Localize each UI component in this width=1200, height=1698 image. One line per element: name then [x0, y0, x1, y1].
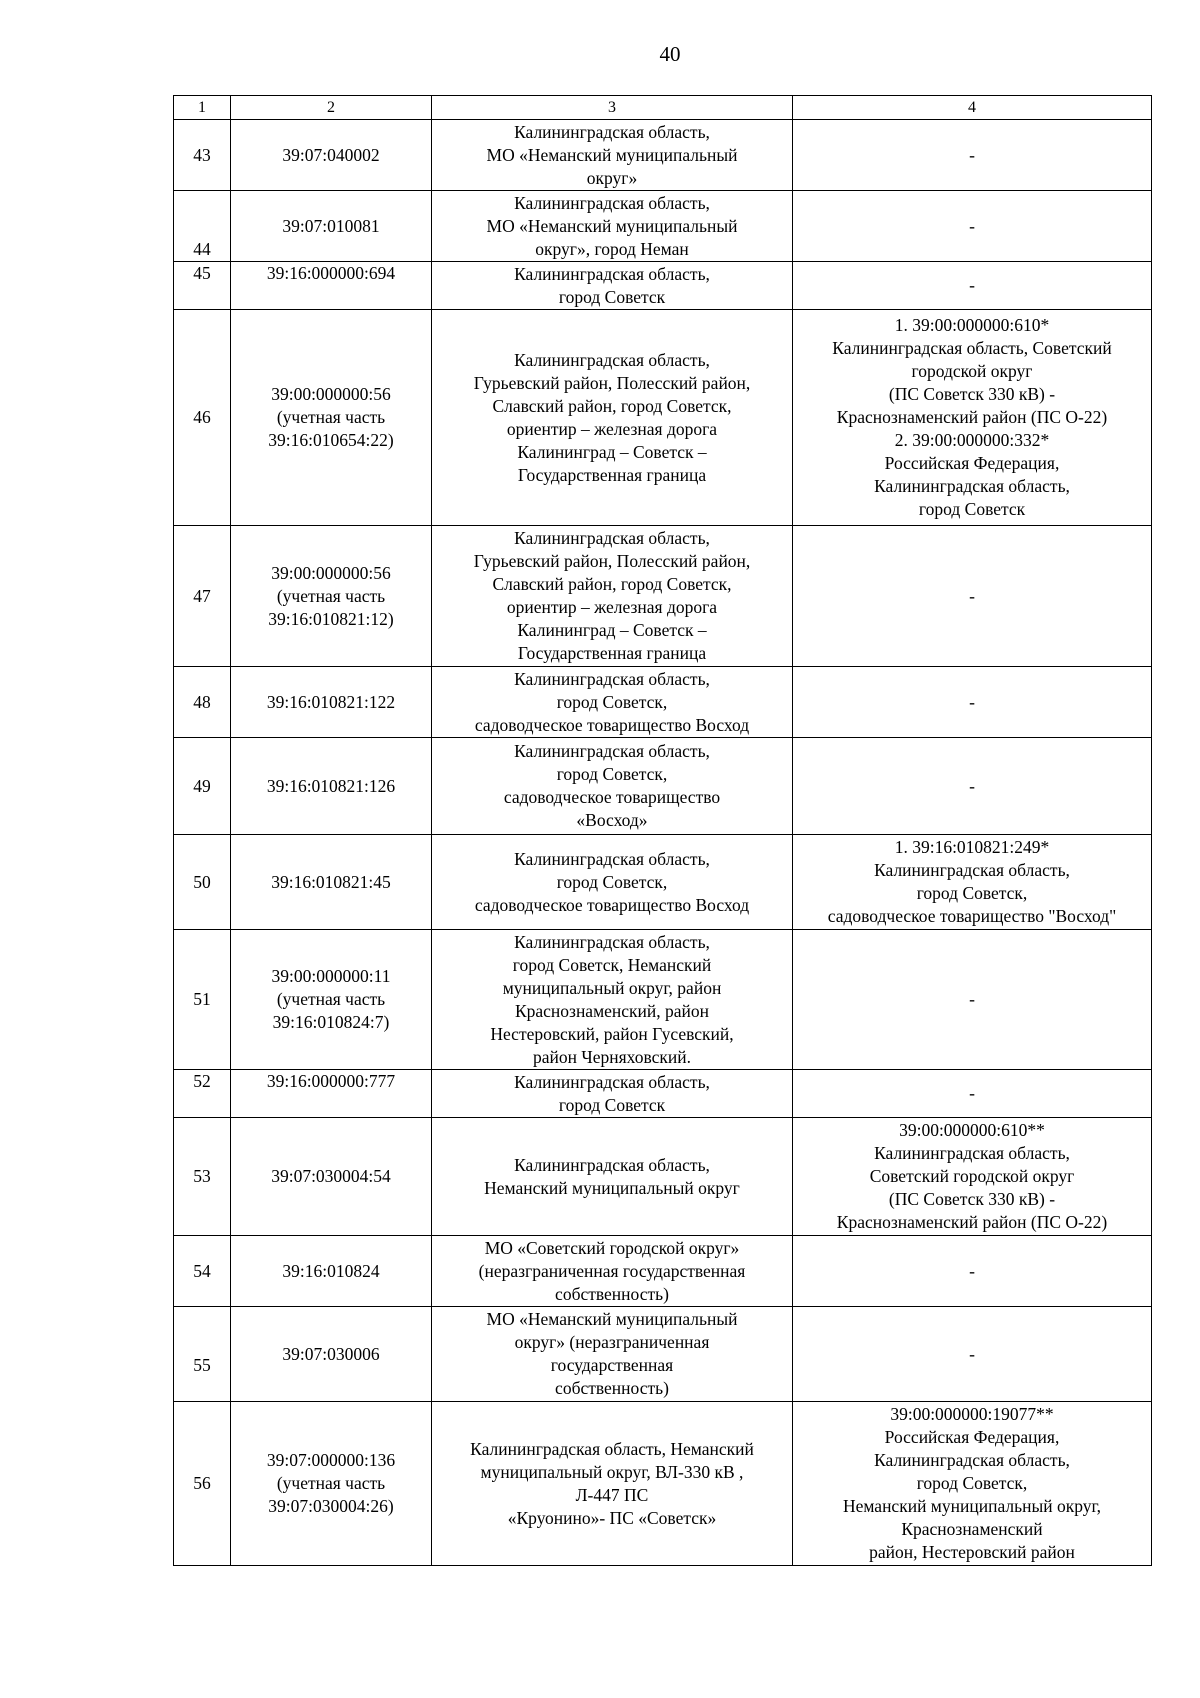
address: Калининградская область, Неманский муниципальный округ — [432, 1118, 793, 1236]
address: МО «Неманский муниципальный округ» (неразграниченная государственная собственность) — [432, 1307, 793, 1402]
note: 39:00:000000:610** Калининградская область, Советский городской округ (ПС Советск 330 кВ) - Краснознаменский район (ПС О-22) — [793, 1118, 1152, 1236]
note: - — [793, 262, 1152, 310]
row-number: 48 — [174, 667, 231, 738]
table-row — [174, 120, 1152, 191]
header-col-1: 1 — [174, 96, 231, 120]
cadastral-number: 39:07:010081 — [231, 191, 432, 262]
note: - — [793, 120, 1152, 191]
cadastral-number: 39:16:010821:45 — [231, 835, 432, 930]
row-number: 43 — [174, 120, 231, 191]
address: Калининградская область, город Советск, Неманский муниципальный округ, район Краснознаменский, район Нестеровский, район Гусевский, район Черняховский. — [432, 930, 793, 1070]
page-number: 40 — [659, 42, 681, 66]
address: МО «Советский городской округ» (неразграниченная государственная собственность) — [432, 1236, 793, 1307]
row-number: 52 — [174, 1070, 231, 1118]
address: Калининградская область, Гурьевский район, Полесский район, Славский район, город Советск, ориентир – железная дорога Калининград – Советск – Государственная граница — [432, 526, 793, 667]
table-row — [174, 1070, 1152, 1118]
table-row — [174, 526, 1152, 667]
note: 39:00:000000:19077** Российская Федерация, Калининградская область, город Советск, Неманский муниципальный округ, Краснознаменский район, Нестеровский район — [793, 1402, 1152, 1566]
row-number: 47 — [174, 526, 231, 667]
cadastral-number: 39:07:040002 — [231, 120, 432, 191]
row-number: 45 — [174, 262, 231, 310]
cadastral-number: 39:07:030004:54 — [231, 1118, 432, 1236]
address: Калининградская область, город Советск, садоводческое товарищество Восход — [432, 667, 793, 738]
table-row — [174, 1307, 1152, 1402]
address: Калининградская область, Гурьевский район, Полесский район, Славский район, город Советск, ориентир – железная дорога Калининград – Советск – Государственная граница — [432, 310, 793, 526]
cadastral-number: 39:16:010821:126 — [231, 738, 432, 835]
note: 1. 39:00:000000:610* Калининградская область, Советский городской округ (ПС Советск 330 кВ) - Краснознаменский район (ПС О-22) 2. 39:00:000000:332* Российская Федерация, Калининградская область, город Советск — [793, 310, 1152, 526]
header-col-2: 2 — [231, 96, 432, 120]
table-row — [174, 835, 1152, 930]
table-row — [174, 1118, 1152, 1236]
address: Калининградская область, город Советск, садоводческое товарищество «Восход» — [432, 738, 793, 835]
row-number: 44 — [174, 191, 231, 262]
note: - — [793, 526, 1152, 667]
cadastral-number: 39:07:000000:136 (учетная часть 39:07:030004:26) — [231, 1402, 432, 1566]
note: - — [793, 1307, 1152, 1402]
row-number: 50 — [174, 835, 231, 930]
header-col-4: 4 — [793, 96, 1152, 120]
note: - — [793, 738, 1152, 835]
table-row — [174, 738, 1152, 835]
cadastral-number: 39:16:000000:694 — [231, 262, 432, 310]
address: Калининградская область, город Советск — [432, 262, 793, 310]
header-col-3: 3 — [432, 96, 793, 120]
address: Калининградская область, Неманский муниципальный округ, ВЛ-330 кВ , Л-447 ПС «Круонино»- ПС «Советск» — [432, 1402, 793, 1566]
table-row — [174, 1402, 1152, 1566]
row-number: 53 — [174, 1118, 231, 1236]
address: Калининградская область, МО «Неманский муниципальный округ», город Неман — [432, 191, 793, 262]
table-row — [174, 930, 1152, 1070]
row-number: 49 — [174, 738, 231, 835]
cadastral-number: 39:16:000000:777 — [231, 1070, 432, 1118]
table-row — [174, 310, 1152, 526]
table-row — [174, 191, 1152, 262]
note: - — [793, 930, 1152, 1070]
address: Калининградская область, город Советск — [432, 1070, 793, 1118]
address: Калининградская область, город Советск, садоводческое товарищество Восход — [432, 835, 793, 930]
parcel-table — [173, 95, 1152, 1566]
cadastral-number: 39:00:000000:56 (учетная часть 39:16:010821:12) — [231, 526, 432, 667]
row-number: 55 — [174, 1307, 231, 1402]
table-row — [174, 667, 1152, 738]
table-row — [174, 1236, 1152, 1307]
note: 1. 39:16:010821:249* Калининградская область, город Советск, садоводческое товарищество "Восход" — [793, 835, 1152, 930]
note: - — [793, 191, 1152, 262]
row-number: 56 — [174, 1402, 231, 1566]
table-header-row — [174, 96, 1152, 120]
row-number: 54 — [174, 1236, 231, 1307]
table-row — [174, 262, 1152, 310]
cadastral-number: 39:00:000000:11 (учетная часть 39:16:010824:7) — [231, 930, 432, 1070]
row-number: 51 — [174, 930, 231, 1070]
cadastral-number: 39:00:000000:56 (учетная часть 39:16:010654:22) — [231, 310, 432, 526]
address: Калининградская область, МО «Неманский муниципальный округ» — [432, 120, 793, 191]
row-number: 46 — [174, 310, 231, 526]
cadastral-number: 39:16:010821:122 — [231, 667, 432, 738]
note: - — [793, 1236, 1152, 1307]
cadastral-number: 39:07:030006 — [231, 1307, 432, 1402]
note: - — [793, 667, 1152, 738]
note: - — [793, 1070, 1152, 1118]
cadastral-number: 39:16:010824 — [231, 1236, 432, 1307]
